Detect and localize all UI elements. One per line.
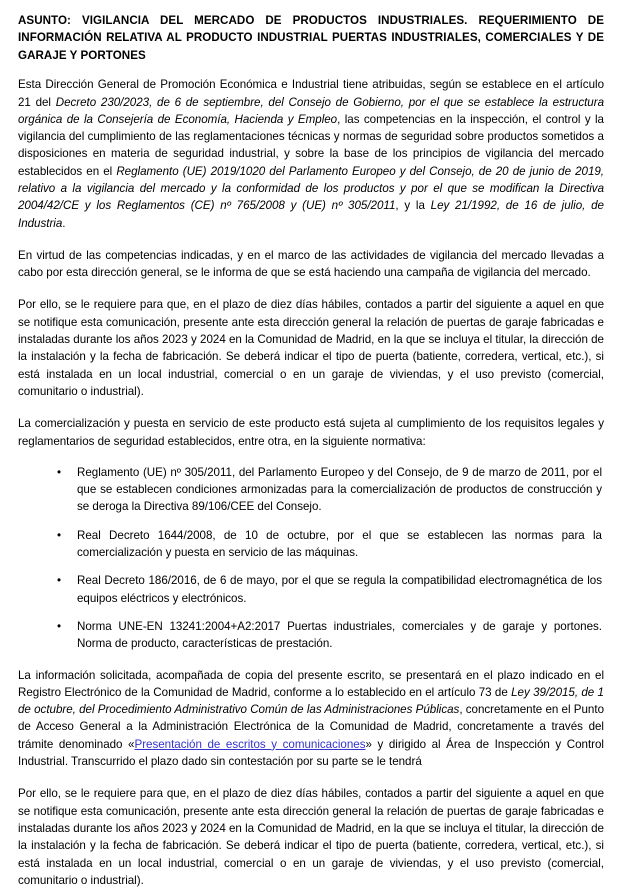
list-item-text: Real Decreto 1644/2008, de 10 de octubre, por el que se establecen las normas para la comercialización y puesta en servicio de las máquinas. bbox=[77, 528, 602, 560]
p5-segment-3: » y dirigido al Área de Inspección y Control Industrial. Transcurrido el plazo dado sin contestación por su parte se le tendrá bbox=[18, 737, 604, 769]
paragraph-competencias bbox=[18, 76, 604, 232]
bullet-icon: • bbox=[57, 528, 62, 542]
tramite-presentacion-escritos-link[interactable]: Presentación de escritos y comunicaciones bbox=[134, 737, 366, 751]
p1-italic-ley-21-1992: Ley 21/1992, de 16 de julio, de Industria bbox=[18, 199, 604, 230]
p5-italic-ley-39-2015: Ley 39/2015, de 1 de octubre, del Procedimiento Administrativo Común de las Administraciones Públicas bbox=[18, 685, 604, 717]
list-item bbox=[18, 618, 604, 653]
p1-segment-2: , las competencias en la inspección, el control y la vigilancia del cumplimiento de las reglamentaciones técnicas y normas de seguridad sobre productos sometidos a disposiciones en materia de seguridad industrial, y sobre la base de los principios de vigilancia del mercado establecidos en el bbox=[18, 112, 604, 178]
p1-italic-decreto-230-2023: Decreto 230/2023, de 6 de septiembre, del Consejo de Gobierno, por el que se establece la estructura orgánica de la Consejería de Economía, Hacienda y Empleo bbox=[18, 95, 604, 126]
p1-segment-4: . bbox=[62, 216, 66, 230]
list-item-text: Reglamento (UE) nº 305/2011, del Parlamento Europeo y del Consejo, de 9 de marzo de 2011, por el que se establecen condiciones armonizadas para la comercialización de productos de construcción y se deroga la Directiva 89/106/CEE del Consejo. bbox=[77, 465, 602, 514]
list-item bbox=[18, 572, 604, 607]
paragraph-presentacion-registro bbox=[18, 667, 604, 771]
bullet-icon: • bbox=[57, 574, 62, 588]
bullet-icon: • bbox=[57, 619, 62, 633]
p1-segment-1: Esta Dirección General de Promoción Económica e Industrial tiene atribuidas, según se establece en el artículo 21 del bbox=[18, 78, 604, 109]
bullet-icon: • bbox=[57, 465, 62, 479]
normativa-list bbox=[18, 464, 604, 653]
list-item-text: Norma UNE-EN 13241:2004+A2:2017 Puertas industriales, comerciales y de garaje y portones. Norma de producto, características de prestación. bbox=[77, 619, 602, 651]
document-title: ASUNTO: VIGILANCIA DEL MERCADO DE PRODUCTOS INDUSTRIALES. REQUERIMIENTO DE INFORMACIÓN RELATIVA AL PRODUCTO INDUSTRIAL PUERTAS INDUSTRIALES, COMERCIALES Y DE GARAJE Y PORTONES bbox=[18, 14, 604, 62]
paragraph-requerimiento-primero: Por ello, se le requiere para que, en el plazo de diez días hábiles, contados a partir del siguiente a aquel en que se notifique esta comunicación, presente ante esta dirección general la relación de puertas de garaje fabricadas e instaladas durante los años 2023 y 2024 en la Comunidad de Madrid, en la que se incluya el titular, la dirección de la instalación y la fecha de fabricación. Se deberá indicar el tipo de puerta (batiente, corredera, vertical, etc.), si está instalada en un local industrial, comercial o en un garaje de viviendas, y el uso previsto (comercial, comunitario o industrial). bbox=[18, 298, 604, 398]
p1-segment-3: , y la bbox=[395, 199, 431, 213]
paragraph-requerimiento-repetido: Por ello, se le requiere para que, en el plazo de diez días hábiles, contados a partir del siguiente a aquel en que se notifique esta comunicación, presente ante esta dirección general la relación de puertas de garaje fabricadas e instaladas durante los años 2023 y 2024 en la Comunidad de Madrid, en la que se incluya el titular, la dirección de la instalación y la fecha de fabricación. Se deberá indicar el tipo de puerta (batiente, corredera, vertical, etc.), si está instalada en un local industrial, comercial o en un garaje de viviendas, y el uso previsto (comercial, comunitario o industrial). bbox=[18, 787, 604, 887]
title-body-spacer bbox=[18, 68, 604, 76]
p5-segment-2: , concretamente en el Punto de Acceso General a la Administración Electrónica de la Comunidad de Madrid, concretamente a través del trámite denominado « bbox=[18, 703, 604, 751]
list-item bbox=[18, 464, 604, 516]
p5-segment-1: La información solicitada, acompañada de copia del presente escrito, se presentará en el plazo indicado en el Registro Electrónico de la Comunidad de Madrid, conforme a lo establecido en el artículo 73 de bbox=[18, 668, 604, 699]
list-item bbox=[18, 527, 604, 562]
paragraph-campana-vigilancia: En virtud de las competencias indicadas, y en el marco de las actividades de vigilancia del mercado llevadas a cabo por esta dirección general, se le informa de que se está haciendo una campaña de vigilancia del mercado. bbox=[18, 248, 604, 280]
list-item-text: Real Decreto 186/2016, de 6 de mayo, por el que se regula la compatibilidad electromagnética de los equipos eléctricos y electrónicos. bbox=[77, 574, 602, 605]
paragraph-normativa-intro: La comercialización y puesta en servicio de este producto está sujeta al cumplimiento de los requisitos legales y reglamentarios de seguridad establecidos, entre otra, en la siguiente normativa: bbox=[18, 417, 604, 448]
p1-italic-reglamento-ue-2019-1020: Reglamento (UE) 2019/1020 del Parlamento Europeo y del Consejo, de 20 de junio de 2019, relativo a la vigilancia del mercado y la conformidad de los productos y por el que se modifican la Directiva 2004/42/CE y los Reglamentos (CE) nº 765/2008 y (UE) nº 305/2011 bbox=[18, 164, 604, 213]
